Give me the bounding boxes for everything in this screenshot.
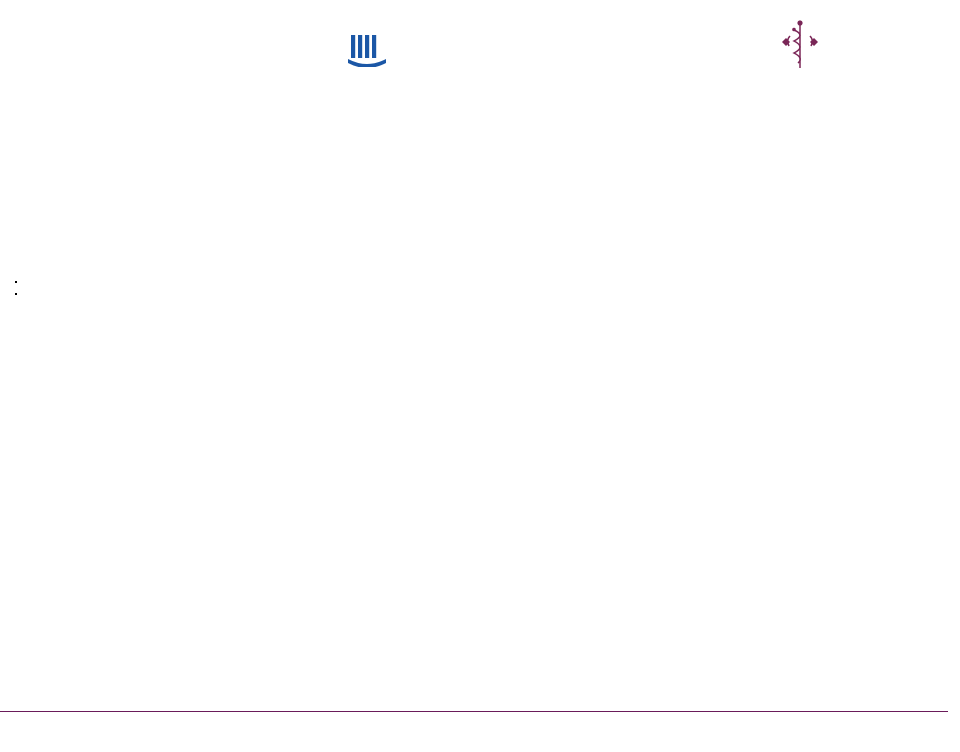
sll-mark-icon bbox=[348, 33, 386, 67]
beroendecentrum-logo bbox=[348, 33, 658, 69]
karolinska-sjukhuset-logo bbox=[62, 35, 322, 75]
karolinska-institutet-logo bbox=[758, 2, 958, 86]
caduceus-seal-icon bbox=[758, 2, 842, 86]
bullet-marker bbox=[15, 293, 17, 295]
footer-divider bbox=[0, 711, 948, 712]
bullet-marker bbox=[15, 281, 17, 283]
bullet-list bbox=[0, 266, 900, 278]
